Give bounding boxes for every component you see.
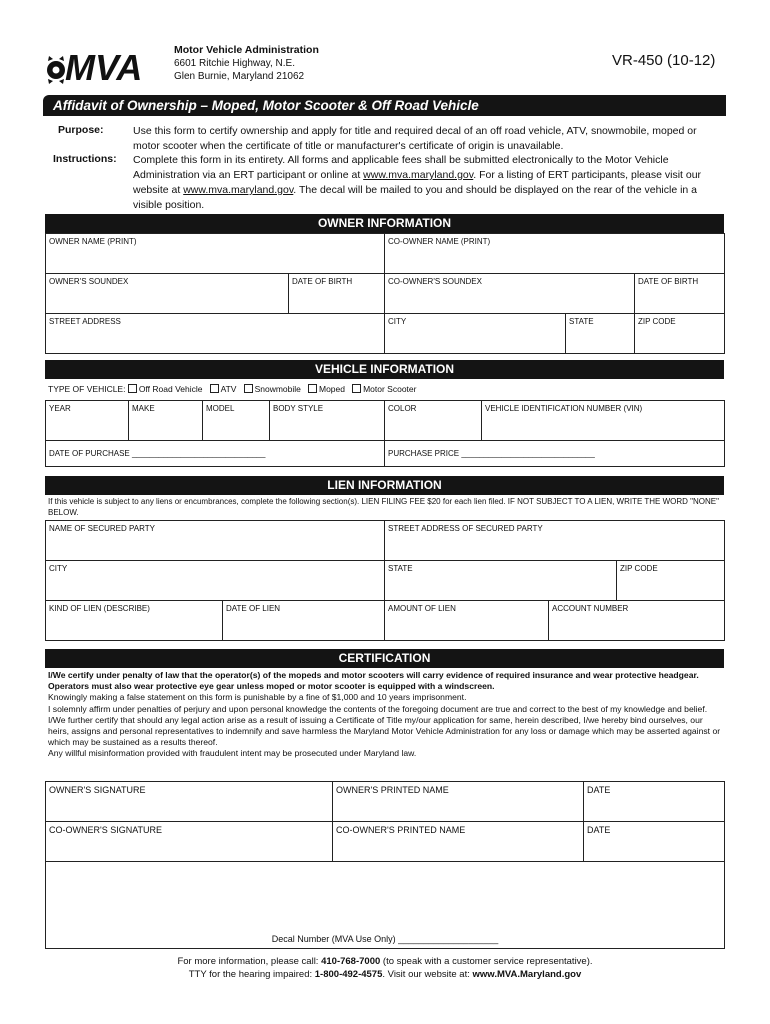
footer-line-1: For more information, please call: 410-768-7000 (to speak with a customer service representative). <box>177 956 593 967</box>
zip-field[interactable]: ZIP CODE <box>635 314 725 354</box>
co-owner-soundex-field[interactable]: CO-OWNER'S SOUNDEX <box>385 274 635 314</box>
agency-name: Motor Vehicle Administration <box>174 44 319 56</box>
secured-party-street-field[interactable]: STREET ADDRESS OF SECURED PARTY <box>385 521 725 561</box>
owner-printed-name-field[interactable]: OWNER'S PRINTED NAME <box>333 782 584 822</box>
tty-number: 1-800-492-4575 <box>314 969 383 980</box>
instructions-label: Instructions: <box>53 153 117 165</box>
purpose-label: Purpose: <box>58 124 104 136</box>
co-owner-name-field[interactable]: CO-OWNER NAME (PRINT) <box>385 234 725 274</box>
lien-city-field[interactable]: CITY <box>46 561 385 601</box>
account-number-field[interactable]: ACCOUNT NUMBER <box>549 601 725 641</box>
website-link-1[interactable]: www.mva.maryland.gov <box>363 169 474 181</box>
vehicle-type-row: TYPE OF VEHICLE: Off Road Vehicle ATV Snowmobile Moped Motor Scooter <box>48 384 417 394</box>
certification-bold-text: I/We certify under penalty of law that the operator(s) of the mopeds and motor scooters will carry evidence of required insurance and wear protective headgear. Operators must also wear protective eye gear unless moped or motor scooter is equipped with a windscreen. <box>48 670 699 692</box>
owner-name-field[interactable]: OWNER NAME (PRINT) <box>46 234 385 274</box>
snowmobile-checkbox[interactable] <box>244 384 253 393</box>
atv-checkbox[interactable] <box>210 384 219 393</box>
state-field[interactable]: STATE <box>566 314 635 354</box>
signature-table <box>45 781 725 949</box>
certification-p1: Knowingly making a false statement on this form is punishable by a fine of $1,000 and 10 years imprisonment. <box>48 692 467 703</box>
owner-signature-field[interactable]: OWNER'S SIGNATURE <box>46 782 333 822</box>
phone-number: 410-768-7000 <box>321 956 381 967</box>
vin-field[interactable]: VEHICLE IDENTIFICATION NUMBER (VIN) <box>482 401 725 441</box>
owner-date-field[interactable]: DATE <box>584 782 725 822</box>
certification-p4: Any willful misinformation provided with fraudulent intent may be prosecuted under Maryland law. <box>48 748 417 759</box>
owner-dob-field[interactable]: DATE OF BIRTH <box>289 274 385 314</box>
footer-line-2: TTY for the hearing impaired: 1-800-492-4575. Visit our website at: www.MVA.Maryland.gov <box>188 969 582 980</box>
make-field[interactable]: MAKE <box>129 401 203 441</box>
certification-p2: I solemnly affirm under penalties of perjury and upon personal knowledge the contents of the foregoing document are true and correct to the best of my knowledge and belief. <box>48 703 708 714</box>
lien-zip-field[interactable]: ZIP CODE <box>617 561 725 601</box>
footer <box>0 955 770 981</box>
city-field[interactable]: CITY <box>385 314 566 354</box>
certification-p3: I/We further certify that should any legal action arise as a result of issuing a Certificate of Title my/our application for same, herein described, I/we hereby bind ourselves, our heirs, assigns and personal representatives to indemnify and save harmless the Maryland Motor Vehicle Administration for any loss or damage which may be asserted against or which may be sustained as a results thereof. <box>48 714 721 748</box>
kind-of-lien-field[interactable]: KIND OF LIEN (DESCRIBE) <box>46 601 223 641</box>
off-road-checkbox[interactable] <box>128 384 137 393</box>
secured-party-field[interactable]: NAME OF SECURED PARTY <box>46 521 385 561</box>
certification-text <box>48 670 722 760</box>
motor-scooter-checkbox[interactable] <box>352 384 361 393</box>
certification-heading: CERTIFICATION <box>45 649 724 668</box>
owner-information-table <box>45 233 725 354</box>
svg-text:MVA: MVA <box>65 47 143 86</box>
model-field[interactable]: MODEL <box>203 401 270 441</box>
purchase-date-field[interactable]: DATE OF PURCHASE ______________________________ <box>46 441 385 467</box>
lien-note: If this vehicle is subject to any liens or encumbrances, complete the following section(s). LIEN FILING FEE $20 for each lien filed. IF NOT SUBJECT TO A LIEN, WRITE THE WORD "NONE" BELOW. <box>48 497 719 517</box>
owner-soundex-field[interactable]: OWNER'S SOUNDEX <box>46 274 289 314</box>
lien-information-table <box>45 520 725 641</box>
lien-state-field[interactable]: STATE <box>385 561 617 601</box>
agency-address-2: Glen Burnie, Maryland 21062 <box>174 71 305 82</box>
purpose-text: Use this form to certify ownership and apply for title and required decal of an off road vehicle, ATV, snowmobile, moped or motor scooter when the certificate of title or manufacturer's certificate of origin is unavailable. <box>133 125 697 152</box>
lien-information-heading: LIEN INFORMATION <box>45 476 724 495</box>
footer-website-link[interactable]: www.MVA.Maryland.gov <box>472 969 582 980</box>
vehicle-information-heading: VEHICLE INFORMATION <box>45 360 724 379</box>
agency-address-1: 6601 Ritchie Highway, N.E. <box>174 58 295 69</box>
moped-checkbox[interactable] <box>308 384 317 393</box>
color-field[interactable]: COLOR <box>385 401 482 441</box>
co-owner-date-field[interactable]: DATE <box>584 822 725 862</box>
street-address-field[interactable]: STREET ADDRESS <box>46 314 385 354</box>
purchase-price-field[interactable]: PURCHASE PRICE ______________________________ <box>385 441 725 467</box>
form-title: Affidavit of Ownership – Moped, Motor Scooter & Off Road Vehicle <box>43 95 726 116</box>
mva-logo <box>44 46 168 86</box>
co-owner-dob-field[interactable]: DATE OF BIRTH <box>635 274 725 314</box>
form-number: VR-450 (10-12) <box>612 52 716 69</box>
year-field[interactable]: YEAR <box>46 401 129 441</box>
body-style-field[interactable]: BODY STYLE <box>270 401 385 441</box>
vehicle-information-table <box>45 400 725 467</box>
amount-of-lien-field[interactable]: AMOUNT OF LIEN <box>385 601 549 641</box>
co-owner-printed-name-field[interactable]: CO-OWNER'S PRINTED NAME <box>333 822 584 862</box>
website-link-2[interactable]: www.mva.maryland.gov <box>183 184 294 196</box>
owner-information-heading: OWNER INFORMATION <box>45 214 724 233</box>
co-owner-signature-field[interactable]: CO-OWNER'S SIGNATURE <box>46 822 333 862</box>
vehicle-type-label: TYPE OF VEHICLE: <box>48 384 126 394</box>
date-of-lien-field[interactable]: DATE OF LIEN <box>223 601 385 641</box>
decal-number-field[interactable]: Decal Number (MVA Use Only) ____________________ <box>46 862 725 949</box>
instructions-text: Complete this form in its entirety. All forms and applicable fees shall be submitted electronically to the Motor Vehicle Administration via an ERT participant or online at www.mva.maryland.gov. For a listing of ERT participants, please visit our website at www.mva.maryland.gov. The decal will be mailed to you and should be displayed on the rear of the vehicle in a visible position. <box>133 154 702 211</box>
agency-block <box>174 44 319 83</box>
